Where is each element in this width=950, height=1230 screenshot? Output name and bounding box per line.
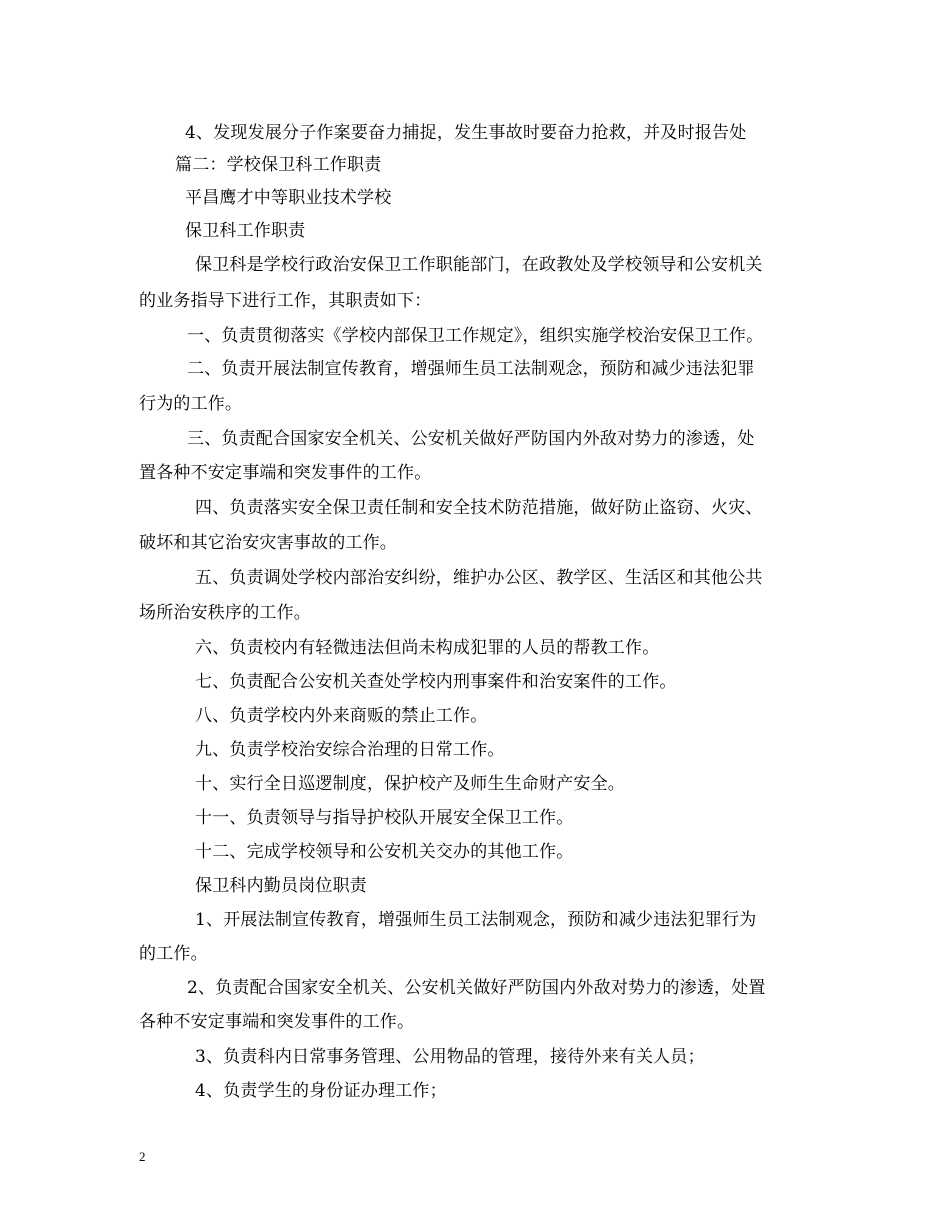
duty-item: 1、开展法制宣传教育，增强师生员工法制观念，预防和减少违法犯罪行为 [195,910,757,930]
duty-item: 九、负责学校治安综合治理的日常工作。 [195,740,505,760]
section-heading: 篇二：学校保卫科工作职责 [175,155,382,175]
text-line: 置各种不安定事端和突发事件的工作。 [139,463,432,483]
duty-item: 四、负责落实安全保卫责任制和安全技术防范措施，做好防止盗窃、火灾、 [195,498,763,518]
duty-item: 五、负责调处学校内部治安纠纷，维护办公区、教学区、生活区和其他公共 [195,568,763,588]
duty-item: 一、负责贯彻落实《学校内部保卫工作规定》，组织实施学校治安保卫工作。 [187,326,764,346]
duty-item: 3、负责科内日常事务管理、公用物品的管理，接待外来有关人员； [195,1047,705,1067]
text-line: 4、发现发展分子作案要奋力捕捉，发生事故时要奋力抢救，并及时报告处 [185,123,747,143]
page-number: 2 [139,1149,146,1164]
text-line: 行为的工作。 [139,394,243,414]
text-line: 各种不安定事端和突发事件的工作。 [139,1012,415,1032]
duty-item: 4、负责学生的身份证办理工作； [195,1081,447,1101]
duty-item: 十一、负责领导与指导护校队开展安全保卫工作。 [195,808,574,828]
text-line: 破坏和其它治安灾害事故的工作。 [139,533,397,553]
duty-item: 六、负责校内有轻微违法但尚未构成犯罪的人员的帮教工作。 [195,638,660,658]
duty-item: 三、负责配合国家安全机关、公安机关做好严防国内外敌对势力的渗透，处 [187,429,755,449]
text-line: 的工作。 [139,944,208,964]
duty-item: 八、负责学校内外来商贩的禁止工作。 [195,706,488,726]
school-name: 平昌鹰才中等职业技术学校 [185,188,392,208]
text-line: 的业务指导下进行工作，其职责如下： [139,291,432,311]
duty-item: 十二、完成学校领导和公安机关交办的其他工作。 [195,842,574,862]
duty-item: 2、负责配合国家安全机关、公安机关做好严防国内外敌对势力的渗透，处置 [187,978,766,998]
duty-item: 十、实行全日巡逻制度，保护校产及师生生命财产安全。 [195,774,625,794]
subsection-title: 保卫科内勤员岗位职责 [195,876,367,896]
text-line: 场所治安秩序的工作。 [139,603,311,623]
duty-item: 七、负责配合公安机关查处学校内刑事案件和治安案件的工作。 [195,672,677,692]
document-title: 保卫科工作职责 [185,221,306,241]
text-line: 保卫科是学校行政治安保卫工作职能部门，在政教处及学校领导和公安机关 [195,255,763,275]
duty-item: 二、负责开展法制宣传教育，增强师生员工法制观念，预防和减少违法犯罪 [187,359,755,379]
